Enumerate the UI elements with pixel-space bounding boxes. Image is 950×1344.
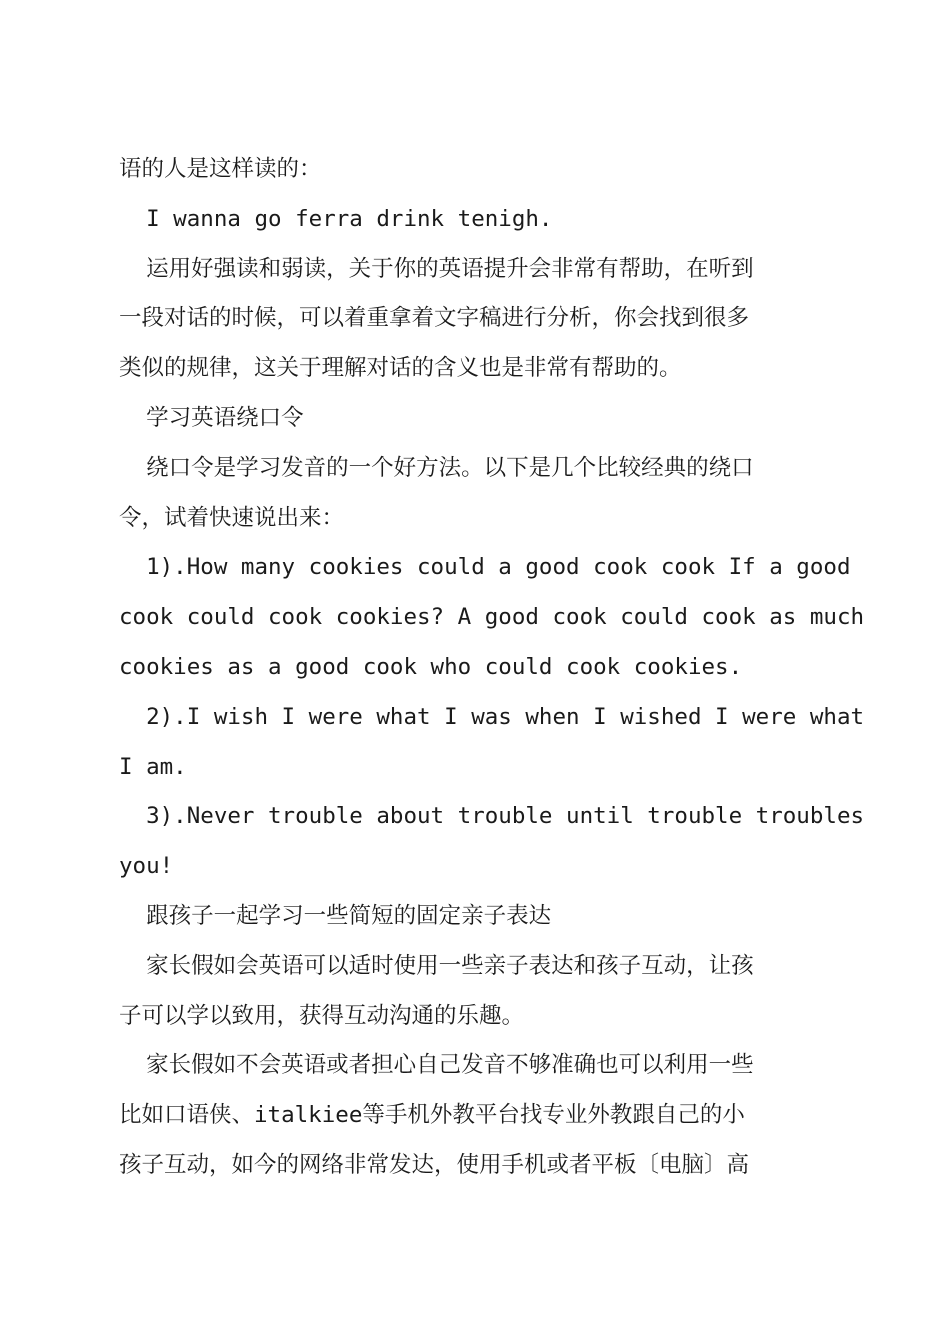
section-heading: 学习英语绕口令 [119,404,304,431]
text-line: 比如口语侠、italkiee等手机外教平台找专业外教跟自己的小 [119,1102,745,1129]
text-line: 子可以学以致用，获得互动沟通的乐趣。 [119,1002,525,1029]
text-line: 家长假如会英语可以适时使用一些亲子表达和孩子互动，让孩 [119,952,754,979]
text-line: 绕口令是学习发音的一个好方法。以下是几个比较经典的绕口 [119,454,754,481]
tongue-twister-2: I am. [119,753,187,780]
tongue-twister-3: you! [119,853,174,880]
section-heading: 跟孩子一起学习一些简短的固定亲子表达 [119,902,552,929]
tongue-twister-1: cook could cook cookies? A good cook could cook as much [119,604,865,631]
tongue-twister-1: cookies as a good cook who could cook cookies. [119,653,743,680]
text-line: 类似的规律，这关于理解对话的含义也是非常有帮助的。 [119,355,682,382]
text-line: 一段对话的时候，可以着重拿着文字稿进行分析，你会找到很多 [119,305,750,332]
text-line: 语的人是这样读的： [119,156,322,182]
text-line: 令，试着快速说出来： [119,504,345,531]
tongue-twister-3: 3).Never trouble about trouble until trouble troubles [119,803,865,830]
text-line: I wanna go ferra drink tenigh. [119,205,553,232]
document-body [119,145,865,1191]
tongue-twister-2: 2).I wish I were what I was when I wished I were what [119,703,865,730]
text-line: 孩子互动，如今的网络非常发达，使用手机或者平板〔电脑〕高 [119,1151,750,1178]
text-line: 运用好强读和弱读，关于你的英语提升会非常有帮助，在听到 [119,255,754,282]
tongue-twister-1: 1).How many cookies could a good cook cook If a good [119,554,851,581]
text-line: 家长假如不会英语或者担心自己发音不够准确也可以利用一些 [119,1052,754,1079]
